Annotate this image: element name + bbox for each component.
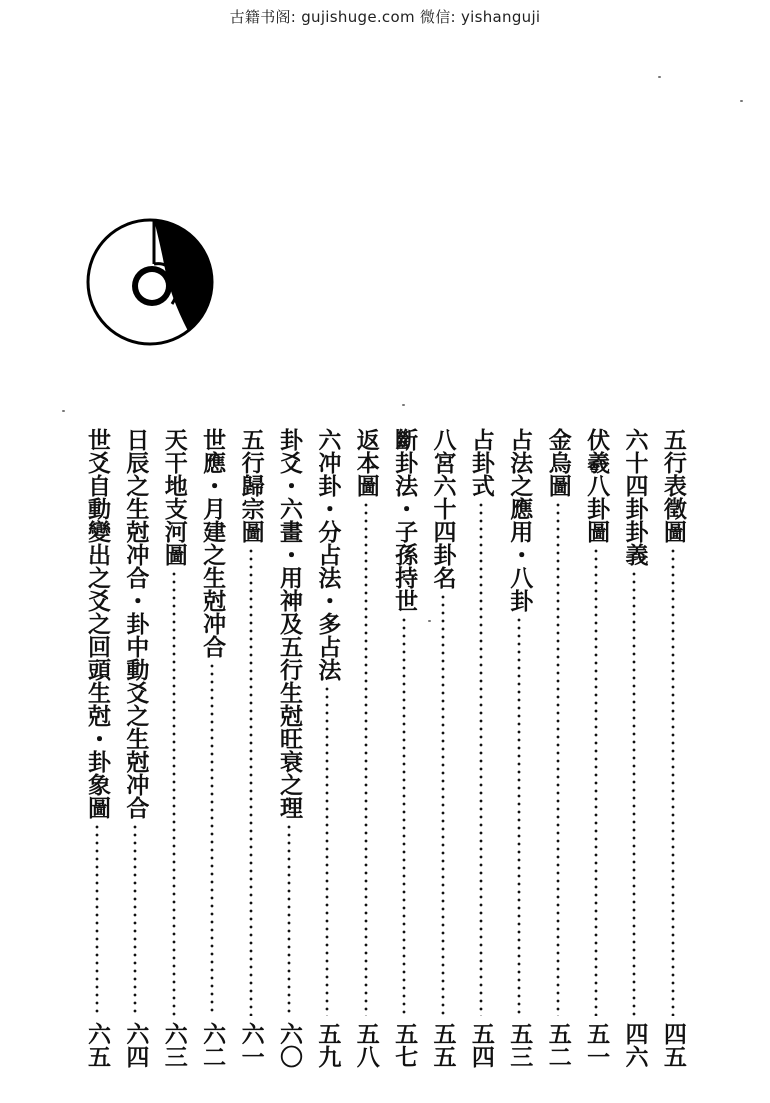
toc-entry xyxy=(80,428,114,1068)
toc-entry xyxy=(656,428,690,1068)
toc-entry xyxy=(118,428,152,1068)
dot-leader xyxy=(594,547,598,1016)
toc-entry-title: 世應・月建之生尅冲合 xyxy=(199,428,226,658)
toc-entry xyxy=(579,428,613,1068)
toc-entry-title: 天干地支河圖 xyxy=(160,428,187,566)
paper-speck xyxy=(62,410,65,412)
paper-speck xyxy=(428,620,431,622)
toc-entry xyxy=(157,428,191,1068)
toc-entry-title: 五行歸宗圖 xyxy=(237,428,264,543)
toc-entry-page: 五五 xyxy=(429,1022,456,1068)
toc-entry xyxy=(502,428,536,1068)
toc-entry-title: 占法之應用・八卦 xyxy=(506,428,533,612)
dot-leader xyxy=(210,662,214,1016)
toc-entry-title: 斷卦法・子孫持世 xyxy=(391,428,418,612)
toc-entry xyxy=(195,428,229,1068)
table-of-contents xyxy=(80,428,690,1068)
toc-entry-page: 五九 xyxy=(314,1022,341,1068)
toc-entry-page: 五四 xyxy=(467,1022,494,1068)
dot-leader xyxy=(517,616,521,1016)
toc-entry xyxy=(272,428,306,1068)
toc-entry-page: 六四 xyxy=(122,1022,149,1068)
toc-entry xyxy=(464,428,498,1068)
toc-entry-page: 五七 xyxy=(391,1022,418,1068)
taiji-logo-icon xyxy=(84,212,216,352)
toc-entry-page: 六五 xyxy=(84,1022,110,1068)
toc-entry xyxy=(541,428,575,1068)
dot-leader xyxy=(287,823,291,1016)
toc-entry xyxy=(234,428,268,1068)
toc-entry-page: 六二 xyxy=(199,1022,226,1068)
toc-entry-title: 日辰之生尅冲合・卦中動爻之生尅冲合 xyxy=(122,428,149,819)
toc-entry-page: 六〇 xyxy=(275,1022,302,1068)
dot-leader xyxy=(364,501,368,1016)
toc-entry xyxy=(310,428,344,1068)
toc-entry xyxy=(349,428,383,1068)
toc-entry-page: 五二 xyxy=(544,1022,571,1068)
toc-entry xyxy=(426,428,460,1068)
toc-entry-title: 五行表徵圖 xyxy=(659,428,686,543)
dot-leader xyxy=(441,593,445,1016)
toc-entry xyxy=(617,428,651,1068)
paper-speck xyxy=(402,404,405,406)
dot-leader xyxy=(95,823,99,1016)
watermark-text: 古籍书阁: gujishuge.com 微信: yishanguji xyxy=(229,8,541,26)
toc-entry-page: 六三 xyxy=(160,1022,187,1068)
toc-entry-title: 六十四卦卦義 xyxy=(621,428,648,566)
toc-entry-title: 八宮六十四卦名 xyxy=(429,428,456,589)
toc-entry-page: 五三 xyxy=(506,1022,533,1068)
toc-entry-title: 占卦式 xyxy=(467,428,494,497)
toc-entry-page: 五八 xyxy=(352,1022,379,1068)
toc-entry-page: 六一 xyxy=(237,1022,264,1068)
dot-leader xyxy=(402,616,406,1016)
paper-speck xyxy=(658,76,661,78)
dot-leader xyxy=(556,501,560,1016)
toc-entry-title: 伏羲八卦圖 xyxy=(583,428,610,543)
toc-entry-title: 卦爻・六畫・用神及五行生尅旺衰之理 xyxy=(275,428,302,819)
paper-speck xyxy=(740,100,743,102)
toc-entry-page: 四六 xyxy=(621,1022,648,1068)
toc-entry-title: 六冲卦・分占法・多占法 xyxy=(314,428,341,681)
toc-entry-page: 五一 xyxy=(583,1022,610,1068)
dot-leader xyxy=(632,570,636,1016)
dot-leader xyxy=(479,501,483,1016)
dot-leader xyxy=(325,685,329,1016)
dot-leader xyxy=(671,547,675,1016)
dot-leader xyxy=(249,547,253,1016)
dot-leader xyxy=(172,570,176,1016)
dot-leader xyxy=(133,823,137,1016)
toc-entry-title: 世爻自動變出之爻之回頭生尅・卦象圖 xyxy=(84,428,110,819)
toc-entry-title: 金烏圖 xyxy=(544,428,571,497)
toc-entry-title: 返本圖 xyxy=(352,428,379,497)
toc-entry-page: 四五 xyxy=(659,1022,686,1068)
toc-entry xyxy=(387,428,421,1068)
